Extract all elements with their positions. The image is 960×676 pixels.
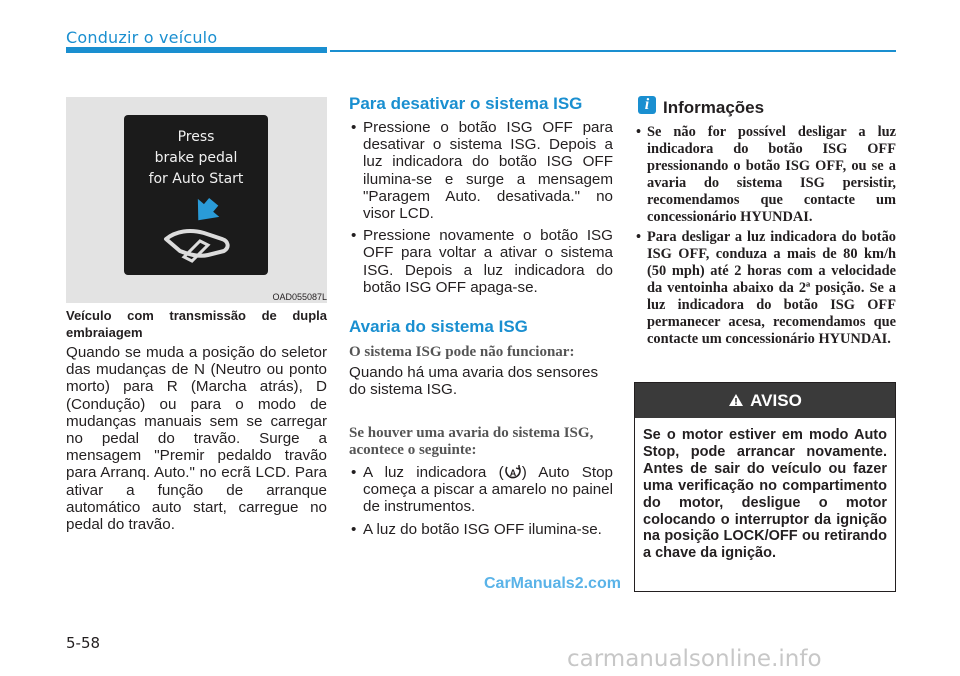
figure-caption: Veículo com transmissão de dupla embraiagem [66,308,327,340]
list-item: • Pressione o botão ISG OFF para desativar o sistema ISG. Depois a luz indicadora do botão ISG OFF ilumina-se e surge a mensagem "Paragem Auto. desativada." no visor LCD. [351,119,613,222]
svg-text:A: A [509,468,516,478]
list-item: • Para desligar a luz indicadora do botão ISG OFF, conduza a mais de 80 km/h (50 mph) até 2 horas com a velocidade da ventoinha abaixo da 2ª posição. Se a luz indicadora do botão ISG OFF permanecer acesa, recomendamos que contacte um concessionário HYUNDAI. [636,229,896,347]
warning-text: Se o motor estiver em modo Auto Stop, pode arrancar novamente. Antes de sair do veículo ou fazer uma verificação no compartimento do motor, desligue o motor colocando o interruptor da ignição na posição LOCK/OFF ou retirando a chave da ignição. [643,427,887,562]
subheading-if-failure: Se houver uma avaria do sistema ISG, acontece o seguinte: [349,425,594,458]
paragraph-sensor-failure: Quando há uma avaria dos sensores do sistema ISG. [349,364,599,399]
foot-on-pedal-icon [160,195,238,265]
header-rule-thick [66,47,327,53]
bullet-a-post: ) Auto Stop começa a piscar a amarelo no painel de instrumentos. [363,464,613,516]
warning-title-text: AVISO [750,391,802,410]
warning-box [634,382,896,592]
subheading-may-not-work: O sistema ISG pode não funcionar: [349,344,575,360]
warning-title [635,383,895,418]
list-item: • Se não for possível desligar a luz indicadora do botão ISG OFF pressionando o botão ISG OFF, ou se a avaria do sistema ISG persistir, recomendamos que contacte um concessionário HYUNDAI. [636,124,896,225]
disable-isg-list [351,119,613,301]
auto-stop-indicator-icon [504,464,522,479]
page-number: 5-58 [66,634,101,652]
section-title: Conduzir o veículo [66,28,218,47]
info-list [636,124,896,352]
header-rule-thin [330,50,896,52]
watermark-carmanualsonline[interactable]: carmanualsonline.info [567,646,822,672]
lcd-screen-text: Press brake pedal for Auto Start [148,129,244,187]
column1-body: Quando se muda a posição do seletor das mudanças de N (Neutro ou ponto morto) para R (Marcha atrás), D (Condução) ou para o modo de mudanças manuais sem se carregar no pedal do travão. Surge a mensagem "Premir pedaldo travão para Arranq. Auto." no ecrã LCD. Para ativar a função de arranque automático auto start, carregue no pedal do travão. [66,344,327,534]
warning-triangle-icon [728,393,744,407]
list-item: • A luz do botão ISG OFF ilumina-se. [351,521,613,538]
list-item [351,464,613,516]
figure-code: OAD055087L [272,292,327,302]
failure-list [351,464,613,543]
list-item: • Pressione novamente o botão ISG OFF para voltar a ativar o sistema ISG. Depois a luz indicadora do botão ISG OFF apaga-se. [351,227,613,296]
bullet-a-pre: A luz indicadora ( [363,464,504,481]
heading-disable-isg: Para desativar o sistema ISG [349,94,583,113]
figure-panel [66,97,327,303]
info-icon: i [638,96,656,114]
watermark-carmanuals2[interactable]: CarManuals2.com [484,575,621,592]
info-title: Informações [663,98,765,117]
heading-isg-failure: Avaria do sistema ISG [349,317,528,336]
lcd-screen [124,115,268,275]
